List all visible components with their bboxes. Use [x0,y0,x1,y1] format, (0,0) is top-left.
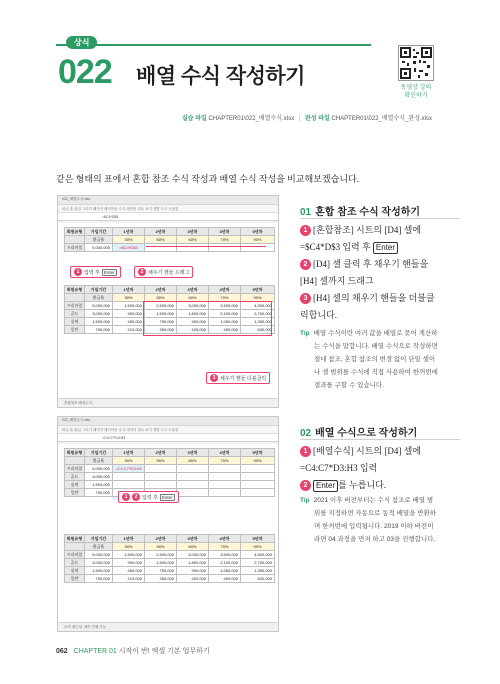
table-cell [145,473,177,481]
header-cell: 1년차 [113,286,145,294]
table-row [65,575,275,583]
callout-step2 [134,266,193,278]
table-cell: 90% [241,294,275,302]
table-cell [145,481,177,489]
callout-text: 채우기 핸들 더블클릭 [220,375,267,382]
table-cell: 60% [177,457,209,465]
table-cell: 일반 [65,489,85,497]
done-file-value: CHAPTER01\022_배열수식_완성.xlsx [331,116,432,122]
table-cell: 70% [209,543,241,551]
header-cell: 회원유형 [65,535,85,543]
enter-key-icon: Enter [161,494,173,500]
table-cell: 2,700,000 [241,310,275,318]
table-cell: 900,000 [177,318,209,326]
intro-text: 같은 형태의 표에서 혼합 참조 수식 작성과 배열 수식 작성을 비교해보겠습니다. [56,174,359,184]
table-cell: 1,500,000 [113,551,145,559]
header-cell: 5년차 [241,228,275,236]
table-cell: 50% [145,543,177,551]
table-cell: 골드 [65,473,85,481]
drag-arrow [146,246,266,247]
table-cell: 2,100,000 [209,559,241,567]
table-cell: 1,500,000 [85,318,113,326]
step-text: [배열수식] 시트의 [D4] 셀에 [313,446,421,456]
tip-text: 는 수식을 말합니다. 배열 수식으로 작성하면 [314,343,438,350]
table-cell: 700,000 [85,326,113,334]
table-cell: 2,500,000 [145,302,177,310]
table-cell [209,244,241,252]
table-cell: 900,000 [113,559,145,567]
table-cell: 환급율 [85,294,113,302]
table-cell [209,481,241,489]
table-cell: 3,000,000 [177,302,209,310]
formula-text: =C4:C7*D3:H3 [102,435,126,440]
array-table-top [64,448,275,497]
table-row [65,473,275,481]
header-cell: 4년차 [209,228,241,236]
table-cell: 1,800,000 [177,310,209,318]
table-cell: 50% [145,236,177,244]
table-cell: 1,500,000 [85,567,113,575]
tip-text: 라면 04 과정을 먼저 하고 03을 진행합니다. [314,536,436,543]
table-cell: 60% [177,543,209,551]
section-rule [300,218,460,219]
tip-text: 결과를 구할 수 있습니다. [314,382,385,389]
callout-step1-2 [118,491,179,503]
header-cell: 가입기간 [85,449,113,457]
filled-range-highlight [143,301,272,336]
callout-text: 입력 후 [84,269,100,276]
table-cell: 50% [145,294,177,302]
table-row [65,465,275,473]
active-cell[interactable]: =C4:C7*D3:H3 [113,465,145,473]
table-cell: 1,500,000 [85,481,113,489]
table-cell: 환급율 [85,457,113,465]
formula-bar [58,434,278,442]
table-cell [241,473,275,481]
practice-file-label: 실습 파일 [182,116,207,122]
header-cell: 가입기간 [85,228,113,236]
step-marker-icon: 3 [210,374,218,382]
page-number: 062 [56,648,68,655]
table-cell: 30% [113,457,145,465]
table-cell: 210,000 [113,326,145,334]
table-cell: 프리미엄 [65,465,85,473]
tip-label: Tip [300,330,310,337]
tip-text: 절대 참조, 혼합 참조의 변경 없이 단일 셀이 [314,356,436,363]
callout-text: 채우기 핸들 드래그 [148,269,190,276]
table-cell [65,236,85,244]
chapter-label: CHAPTER 01 [73,648,117,655]
tip-text: 2021 이후 버전부터는 수식 참조로 배열 범 [313,497,434,504]
sheet-area [58,444,278,622]
table-cell: 3,000,000 [85,473,113,481]
table-cell: 프리미엄 [65,302,85,310]
step-text: [혼합참조] 시트의 [D4] 셀에 [313,225,421,235]
table-cell: 70% [209,457,241,465]
table-cell [241,481,275,489]
header-cell: 4년차 [209,449,241,457]
table-cell: 450,000 [113,567,145,575]
table-row [65,559,275,567]
table-cell: 30% [113,236,145,244]
step-marker-icon: 2 [300,480,311,491]
ribbon-tabs: 파일 홈 삽입 그리기 페이지 레이아웃 수식 데이터 검토 보기 개발 도구 도움말 [62,427,179,432]
callout-step3 [206,372,270,384]
step-2 [300,477,460,494]
enter-key-icon: Enter [103,269,115,275]
tip-box-02 [300,494,462,546]
step-text: =C4:C7*D3:H3 입력 [300,463,378,473]
table-cell: 1,800,000 [177,559,209,567]
table-cell: 골드 [65,559,85,567]
file-info [182,113,432,122]
header-cell: 1년차 [113,449,145,457]
header-cell: 회원유형 [65,449,85,457]
qr-code[interactable] [398,45,434,81]
status-bar [58,622,278,631]
section-heading-02 [300,424,417,439]
table-row [65,457,275,465]
table-cell: 5,000,000 [85,465,113,473]
page-footer [56,646,210,656]
table-cell [241,489,275,497]
callout-text: 입력 후 [142,494,158,501]
step-marker-icon: 2 [132,493,140,501]
table-cell [177,465,209,473]
table-cell: 5,000,000 [85,302,113,310]
table-cell: 750,000 [145,318,177,326]
header-cell: 3년차 [177,286,209,294]
sheet-tabs[interactable]: 혼합참조 배열수식 [64,400,93,405]
step-2 [300,256,460,290]
table-cell: 90% [241,543,275,551]
table-cell [177,481,209,489]
table-cell: 700,000 [85,489,113,497]
table-cell: 4,500,000 [241,302,275,310]
table-cell: 630,000 [241,326,275,334]
table-cell: 3,000,000 [177,551,209,559]
table-cell: 실버 [65,318,85,326]
table-cell [145,465,177,473]
table-cell: 1,050,000 [209,567,241,575]
table-cell [241,244,275,252]
qr-pattern-icon [399,46,433,80]
table-cell: 1,350,000 [241,567,275,575]
step-text: [H4] 셀까지 드래그 [300,276,374,286]
section-rule [300,439,460,440]
table-cell: 1,350,000 [241,318,275,326]
step-marker-icon: 1 [74,268,82,276]
header-cell: 2년차 [145,535,177,543]
table-cell: 70% [209,236,241,244]
table-cell: 60% [177,236,209,244]
header-cell: 2년차 [145,449,177,457]
ribbon-tabs: 파일 홈 삽입 그리기 페이지 레이아웃 수식 데이터 검토 보기 개발 도구 도움말 [62,206,179,211]
status-text: 준비 접근성: 계속 진행 가능 [64,624,107,629]
section-title: 배열 수식으로 작성하기 [315,428,418,439]
chapter-title: 시작이 반! 엑셀 기본 업무하기 [118,648,210,655]
header-rule [56,44,371,46]
step-1 [300,222,460,256]
table-cell [241,465,275,473]
level-badge: 상식 [66,36,97,49]
table-cell: 350,000 [145,326,177,334]
step-text: [H4] 셀의 채우기 핸들을 더블클 [313,293,435,303]
header-cell: 3년차 [177,228,209,236]
table-cell: 1,500,000 [145,310,177,318]
tip-text: 배열 수식이란 여러 값을 배열로 묶어 계산하 [313,330,438,337]
table-cell: 70% [209,294,241,302]
table-cell: 일반 [65,575,85,583]
table-cell: 420,000 [177,575,209,583]
mixed-ref-table-top [64,227,275,252]
table-cell: 프리미엄 [65,551,85,559]
formula-bar [58,213,278,221]
table-row [65,481,275,489]
table-cell [113,473,145,481]
tip-box-01 [300,327,462,392]
excel-ribbon [58,205,278,213]
table-cell: 3,500,000 [209,551,241,559]
practice-file-value: CHAPTER01\022_배열수식.xlsx [208,116,295,122]
excel-screenshot-mixed-ref [57,195,279,408]
table-cell: 3,000,000 [85,559,113,567]
table-cell: 420,000 [177,326,209,334]
table-cell: 490,000 [209,575,241,583]
tip-text: 위를 지정하면 자동으로 동적 배열을 반환하 [314,510,437,517]
lesson-number: 022 [58,53,112,91]
table-row [65,228,275,236]
header-cell: 가입기간 [85,535,113,543]
table-cell: 1,500,000 [113,302,145,310]
table-cell [177,244,209,252]
excel-title: 022_배열수식.xlsx [62,418,91,422]
table-cell: 90% [241,457,275,465]
step-text: 릭합니다. [300,310,338,320]
table-cell [177,489,209,497]
step-1 [300,443,460,477]
table-cell: 프리미엄 [65,244,85,252]
header-cell: 3년차 [177,449,209,457]
table-cell: 350,000 [145,575,177,583]
header-cell: 회원유형 [65,228,85,236]
enter-key-icon: Enter [373,242,398,254]
step-marker-icon: 1 [122,493,130,501]
table-cell: 490,000 [209,326,241,334]
table-cell: 1,500,000 [145,559,177,567]
table-row [65,551,275,559]
qr-caption-line1: 동영상 강의 [400,85,432,91]
table-cell: 5,000,000 [85,244,113,252]
table-cell: 일반 [65,326,85,334]
table-cell: 630,000 [241,575,275,583]
table-cell: 4,500,000 [241,551,275,559]
done-file-label: 완성 파일 [304,116,330,122]
table-cell [177,473,209,481]
callout-step1 [70,266,121,278]
table-cell [209,489,241,497]
table-cell: 60% [177,294,209,302]
table-cell: 실버 [65,481,85,489]
tip-text: 며 한꺼번에 입력됩니다. 2019 이하 버전이 [314,523,434,530]
table-cell [65,543,85,551]
excel-screenshot-array [57,416,279,632]
excel-titlebar [58,196,278,205]
array-table-bottom [64,534,275,583]
header-cell: 5년차 [241,535,275,543]
header-cell: 3년차 [177,535,209,543]
section-title: 혼합 참조 수식 작성하기 [315,207,421,218]
qr-caption-line2: 확인하기 [404,93,428,99]
header-cell: 5년차 [241,449,275,457]
section-heading-01 [300,203,420,218]
table-cell: 900,000 [113,310,145,318]
table-cell: 골드 [65,310,85,318]
table-cell [65,294,85,302]
sheet-tab-bar [58,398,278,407]
excel-titlebar [58,417,278,426]
enter-key-icon: Enter [313,480,338,492]
table-cell: 5,000,000 [85,551,113,559]
header-cell: 회원유형 [65,286,85,294]
table-cell: 700,000 [85,575,113,583]
table-cell: 3,500,000 [209,302,241,310]
header-cell: 2년차 [145,286,177,294]
header-cell: 1년차 [113,535,145,543]
step-text: 를 누릅니다. [338,480,387,490]
header-cell: 가입기간 [85,286,113,294]
table-cell: 210,000 [113,575,145,583]
divider: | [298,116,301,122]
step-marker-icon: 3 [300,293,311,304]
table-row [65,543,275,551]
excel-title: 022_배열수식.xlsx [62,197,91,201]
qr-caption [392,84,440,100]
table-cell: 환급율 [85,543,113,551]
table-cell: 2,100,000 [209,310,241,318]
table-cell: 3,000,000 [85,310,113,318]
step-marker-icon: 1 [300,225,311,236]
header-cell: 4년차 [209,286,241,294]
table-cell: 환급율 [85,236,113,244]
formula-text: =$C4*D$3 [102,214,119,219]
step-text: =$C4*D$3 입력 후 [300,242,371,252]
table-cell: 2,500,000 [145,551,177,559]
table-cell [113,481,145,489]
table-cell: 450,000 [113,318,145,326]
table-row [65,244,275,252]
table-cell: 90% [241,236,275,244]
table-cell: 1,050,000 [209,318,241,326]
header-cell: 2년차 [145,228,177,236]
table-row [65,535,275,543]
section-number: 01 [300,207,312,218]
tip-text: 나 셀 범위를 수식에 직접 사용하여 한꺼번에 [314,369,438,376]
table-cell [209,473,241,481]
table-cell: 900,000 [177,567,209,575]
table-cell: 2,700,000 [241,559,275,567]
table-cell: 750,000 [145,567,177,575]
step-text: [D4] 셀 클릭 후 채우기 핸들을 [313,259,429,269]
step-marker-icon: 2 [138,268,146,276]
table-cell [145,244,177,252]
header-cell: 1년차 [113,228,145,236]
step-marker-icon: 1 [300,446,311,457]
header-cell: 4년차 [209,535,241,543]
table-cell: 30% [113,543,145,551]
table-row [65,567,275,575]
header-cell: 5년차 [241,286,275,294]
tip-label: Tip [300,497,310,504]
active-cell[interactable]: =$C4*D$3 [113,244,145,252]
excel-ribbon [58,426,278,434]
section-number: 02 [300,428,312,439]
table-cell: 실버 [65,567,85,575]
step-marker-icon: 2 [300,259,311,270]
page-title: 배열 수식 작성하기 [136,65,305,88]
table-cell: 50% [145,457,177,465]
table-row [65,449,275,457]
table-cell [65,457,85,465]
table-cell [209,465,241,473]
step-3 [300,290,460,324]
table-row [65,236,275,244]
table-cell: 30% [113,294,145,302]
table-row [65,286,275,294]
